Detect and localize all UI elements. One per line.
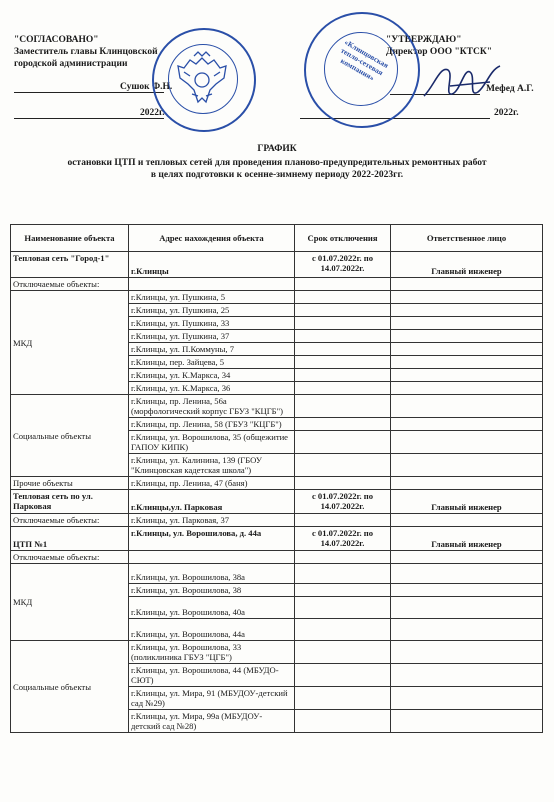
address-cell: г.Клинцы, ул. Ворошилова, 38 [129, 584, 295, 597]
title-main: ГРАФИК [257, 144, 297, 154]
official-seal-right [304, 12, 420, 128]
address-cell: г.Клинцы, ул. Ворошилова, 40а [129, 597, 295, 619]
address-cell: г.Клинцы, ул. Калинина, 139 (ГБОУ "Клинцовская кадетская школа") [129, 454, 295, 477]
disconnected-label: Отключаемые объекты: [11, 514, 129, 527]
category-social: Социальные объекты [11, 395, 129, 477]
title-subtitle-2: в целях подготовки к осенне-зимнему периоду 2022-2023гг. [150, 170, 404, 180]
object-address: г.Клинцы [129, 252, 295, 278]
table-row [11, 527, 543, 551]
category-social: Социальные объекты [11, 641, 129, 733]
address-cell: г.Клинцы, ул. Пушкина, 25 [129, 304, 295, 317]
table-row [11, 564, 543, 584]
handwritten-signature-icon [420, 56, 510, 106]
address-cell: г.Клинцы, ул. Ворошилова, 33 (поликлиника ГБУЗ "ЦГБ") [129, 641, 295, 664]
object-person: Главный инженер [391, 527, 543, 551]
address-cell: г.Клинцы, ул. Ворошилова, 35 (общежитие ГАПОУ КИПК) [129, 431, 295, 454]
object-person: Главный инженер [391, 252, 543, 278]
object-name: Тепловая сеть по ул. Парковая [11, 490, 129, 514]
table-row [11, 278, 543, 291]
signature-line-left [14, 92, 164, 93]
col-header-period: Срок отключения [295, 225, 391, 252]
disconnected-label: Отключаемые объекты: [11, 278, 129, 291]
approval-position: Заместитель главы Клинцовской [14, 47, 158, 57]
table-row [11, 490, 543, 514]
object-name: Тепловая сеть "Город-1" [11, 252, 129, 278]
table-row [11, 395, 543, 418]
table-row [11, 477, 543, 490]
object-period: с 01.07.2022г. по 14.07.2022г. [295, 252, 391, 278]
table-row [11, 291, 543, 304]
seal-text: «Клинцовская тепло-сетевая компания» [339, 37, 391, 83]
address-cell: г.Клинцы, ул. Ворошилова, 38а [129, 564, 295, 584]
address-cell: г.Клинцы, ул. Пушкина, 33 [129, 317, 295, 330]
address-cell: г.Клинцы, ул. К.Маркса, 34 [129, 369, 295, 382]
date-line-right [300, 118, 490, 119]
address-cell: г.Клинцы, ул. Ворошилова, 44а [129, 619, 295, 641]
object-person: Главный инженер [391, 490, 543, 514]
approval-title: "СОГЛАСОВАНО" [14, 35, 99, 45]
address-cell: г.Клинцы, пр. Ленина, 58 (ГБУЗ "КЦГБ") [129, 418, 295, 431]
address-cell: г.Клинцы, ул. К.Маркса, 36 [129, 382, 295, 395]
address-cell: г.Клинцы, ул. П.Коммуны, 7 [129, 343, 295, 356]
address-cell: г.Клинцы, пр. Ленина, 47 (баня) [129, 477, 295, 490]
object-address: г.Клинцы,ул. Парковая [129, 490, 295, 514]
col-header-name: Наименование объекта [11, 225, 129, 252]
object-address: г.Клинцы, ул. Ворошилова, д. 44а [129, 527, 295, 551]
address-cell: г.Клинцы, ул. Ворошилова, 44 (МБУДО-СЮТ) [129, 664, 295, 687]
object-name: ЦТП №1 [11, 527, 129, 551]
date-right: 2022г. [494, 108, 519, 118]
col-header-person: Ответственное лицо [391, 225, 543, 252]
category-mkd: МКД [11, 564, 129, 641]
table-row [11, 551, 543, 564]
schedule-table [10, 224, 543, 733]
category-mkd: МКД [11, 291, 129, 395]
table-header-row [11, 225, 543, 252]
title-subtitle: остановки ЦТП и тепловых сетей для проведения планово-предупредительных ремонтных работ [67, 158, 487, 168]
signer-right: Мефед А.Г. [486, 84, 534, 94]
object-period: с 01.07.2022г. по 14.07.2022г. [295, 490, 391, 514]
approval-position-right: Директор ООО "КТСК" [386, 47, 492, 57]
coat-of-arms-icon [170, 50, 234, 110]
approval-org: городской администрации [14, 59, 128, 69]
disconnected-label: Отключаемые объекты: [11, 551, 129, 564]
date-left: 2022г. [140, 108, 165, 118]
address-cell: г.Клинцы, ул. Мира, 99а (МБУДОУ- детский сад №28) [129, 710, 295, 733]
date-line-left [14, 118, 164, 119]
address-cell: г.Клинцы, пер. Зайцева, 5 [129, 356, 295, 369]
table-row [11, 252, 543, 278]
address-cell: г.Клинцы, ул. Пушкина, 37 [129, 330, 295, 343]
approval-title-right: "УТВЕРЖДАЮ" [386, 35, 462, 45]
col-header-address: Адрес нахождения объекта [129, 225, 295, 252]
document-title [0, 143, 554, 181]
address-cell: г.Клинцы, ул. Мира, 91 (МБУДОУ-детский сад №29) [129, 687, 295, 710]
signer-left: Сушок Ф.Н. [120, 82, 173, 92]
address-cell: г.Клинцы, пр. Ленина, 56а (морфологический корпус ГБУЗ "КЦГБ") [129, 395, 295, 418]
category-other: Прочие объекты [11, 477, 129, 490]
table-row [11, 641, 543, 664]
object-period: с 01.07.2022г. по 14.07.2022г. [295, 527, 391, 551]
address-cell: г.Клинцы, ул. Парковая, 37 [129, 514, 295, 527]
address-cell: г.Клинцы, ул. Пушкина, 5 [129, 291, 295, 304]
table-row [11, 514, 543, 527]
